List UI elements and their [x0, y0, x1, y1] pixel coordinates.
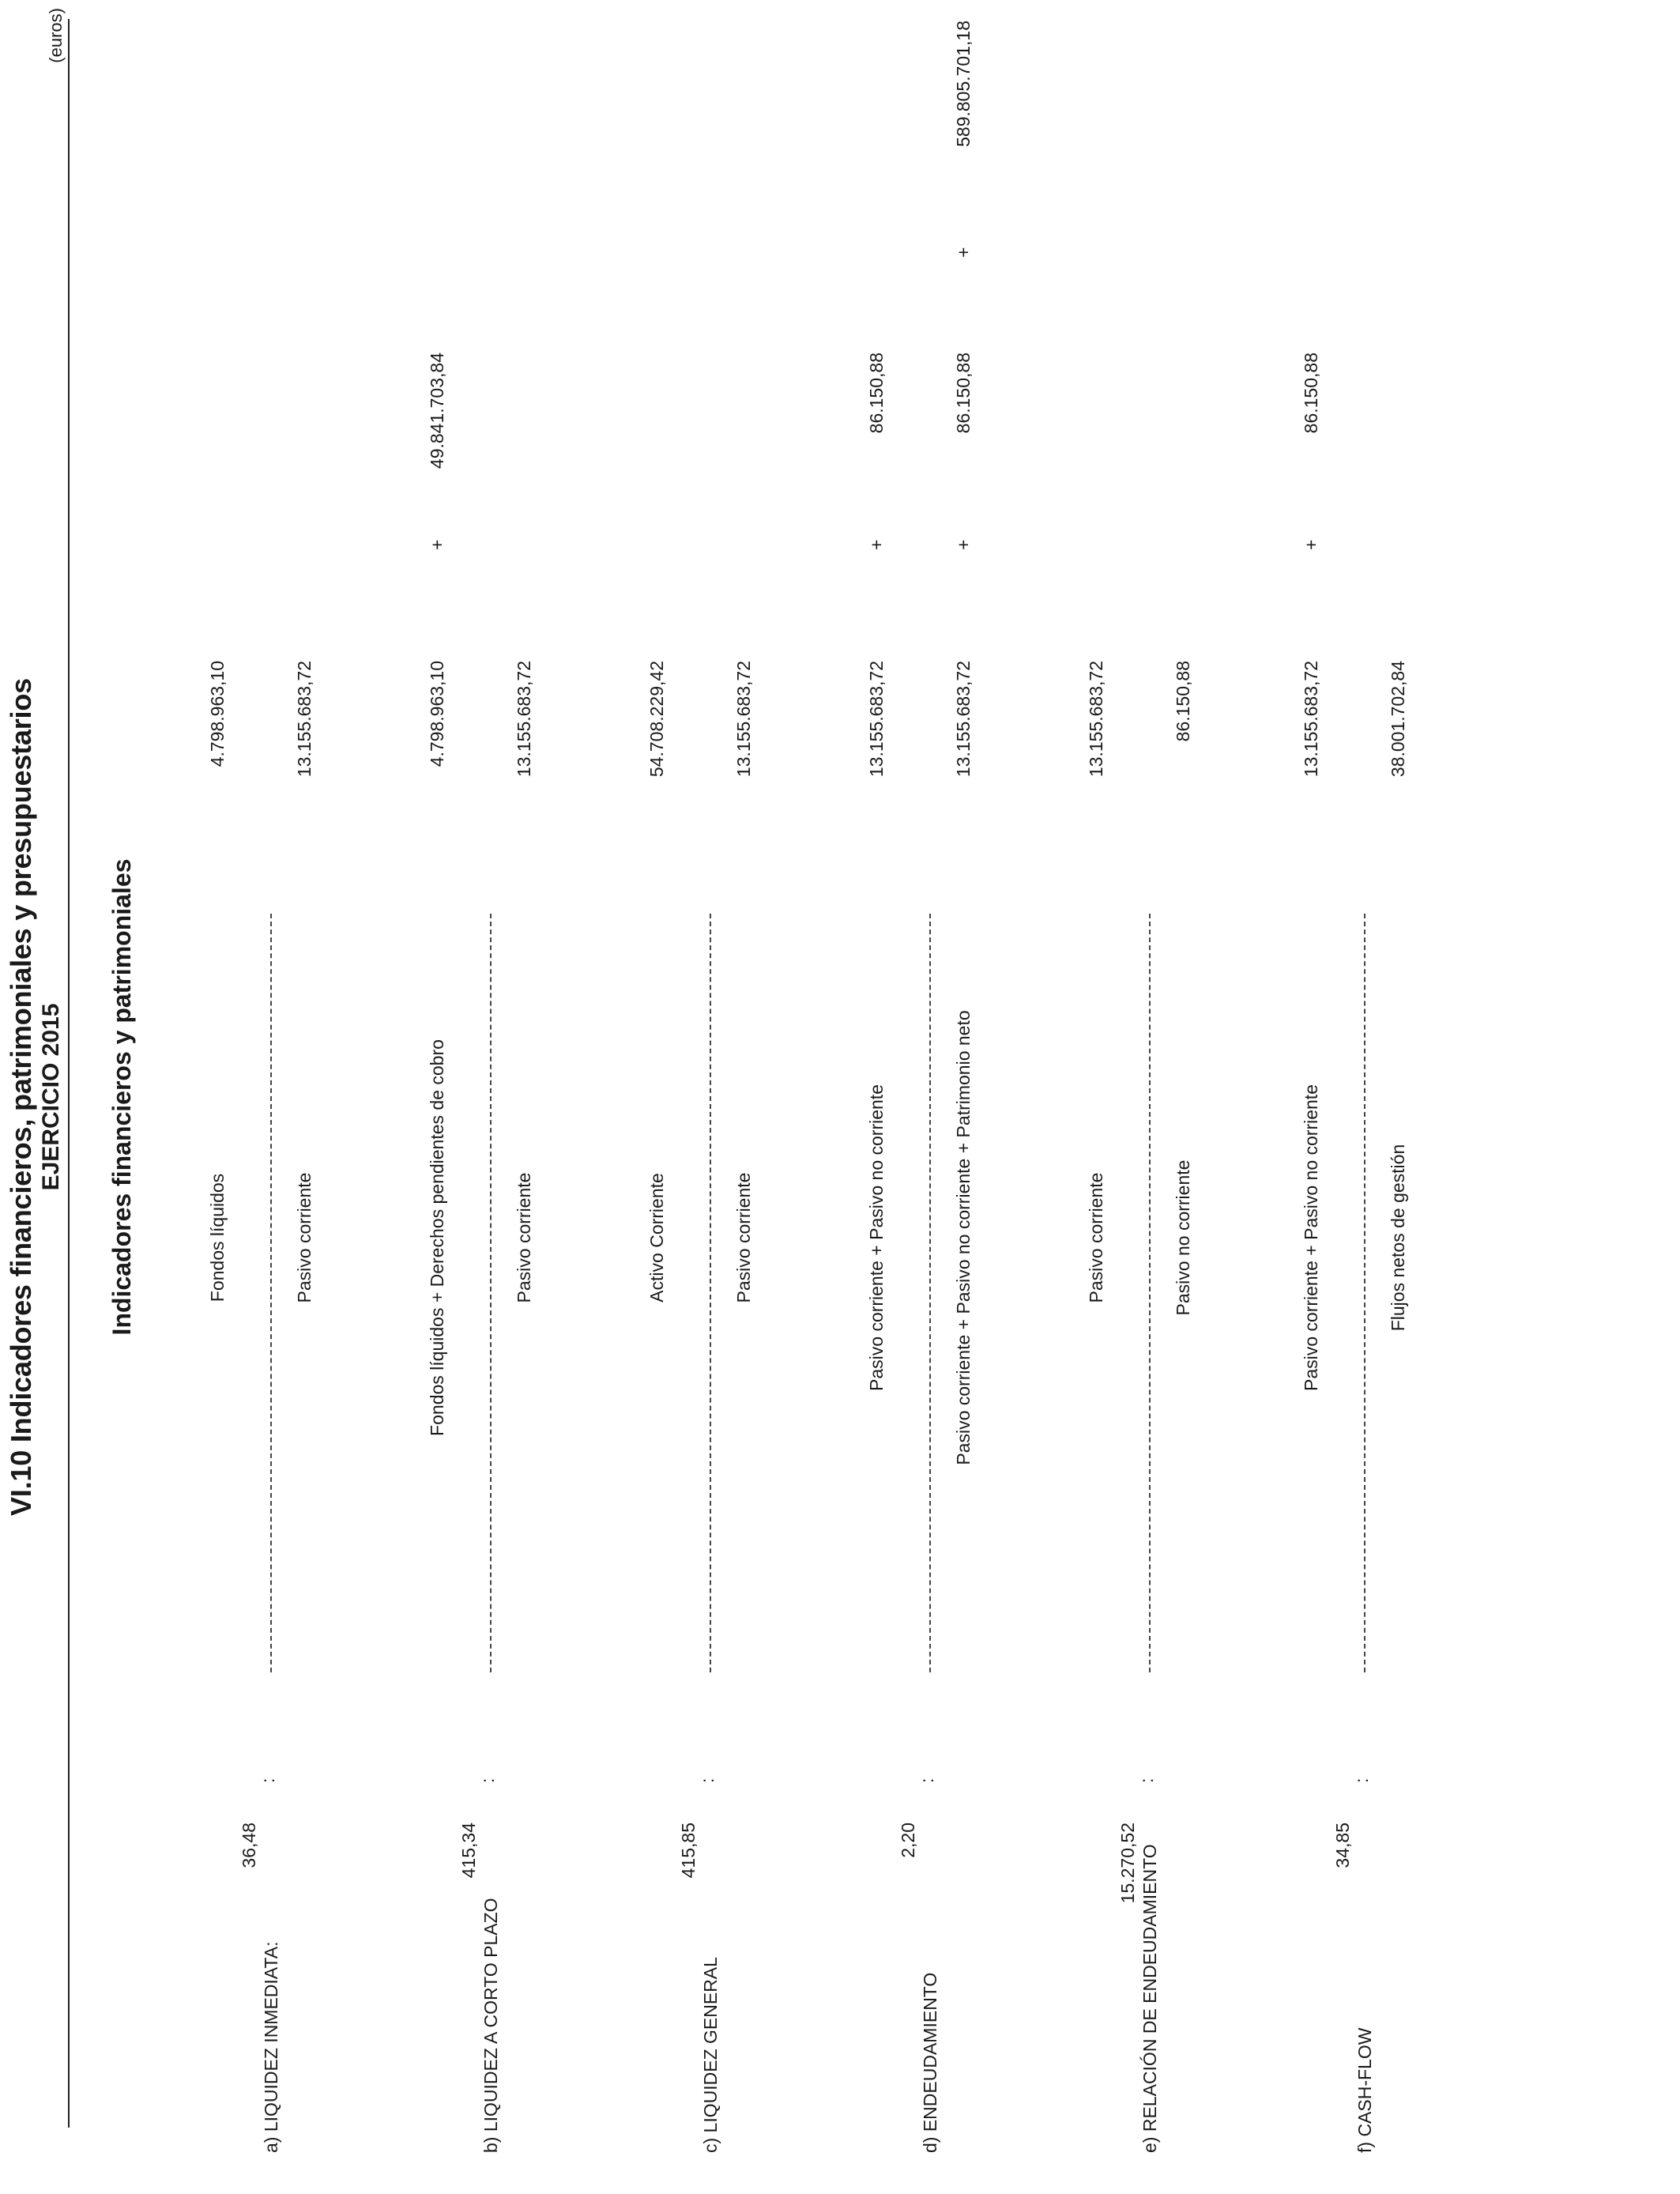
- amount-value: 13.155.683,72: [953, 661, 974, 778]
- numerator-label: Pasivo corriente: [1086, 1172, 1106, 1303]
- indicator-value: 15.270,52: [1117, 1823, 1138, 1904]
- indicator-label: d) ENDEUDAMIENTO: [920, 1972, 940, 2153]
- plus-sign: +: [953, 247, 974, 258]
- indicator-value: 415,85: [678, 1823, 699, 1879]
- amount-value: 13.155.683,72: [294, 661, 315, 778]
- amount-value: 86.150,88: [1301, 352, 1321, 434]
- indicator-value: 415,34: [458, 1823, 479, 1879]
- indicator-label: f) CASH-FLOW: [1354, 2027, 1375, 2153]
- numerator-label: Fondos líquidos: [207, 1173, 228, 1302]
- denominator-label: Pasivo corriente: [294, 1172, 315, 1303]
- indicator-value: 34,85: [1332, 1823, 1353, 1868]
- numerator-label: Pasivo corriente + Pasivo no corriente: [866, 1084, 887, 1392]
- amount-value: 13.155.683,72: [866, 661, 887, 778]
- amount-value: 13.155.683,72: [1301, 661, 1321, 778]
- denominator-label: Pasivo no corriente: [1173, 1159, 1193, 1316]
- plus-sign: +: [427, 539, 447, 550]
- indicator-value: 2,20: [898, 1823, 918, 1858]
- fraction-line: [1149, 914, 1151, 1672]
- indicator-value: 36,48: [239, 1823, 259, 1868]
- header-rule: [68, 19, 70, 2128]
- amount-value: 54.708.229,42: [646, 661, 667, 778]
- unit-label: (euros): [46, 8, 66, 63]
- plus-sign: +: [953, 539, 974, 550]
- indicator-label: a) LIQUIDEZ INMEDIATA:: [261, 1941, 281, 2153]
- amount-value: 13.155.683,72: [733, 661, 754, 778]
- amount-value: 86.150,88: [1173, 661, 1193, 742]
- page-title: VI.10 Indicadores financieros, patrimoniales y presupuestarios: [5, 678, 37, 1516]
- numerator-label: Fondos líquidos + Derechos pendientes de cobro: [427, 1039, 447, 1436]
- section-title: Indicadores financieros y patrimoniales: [107, 858, 136, 1336]
- indicator-colon: :: [477, 1777, 498, 1783]
- amount-value: 4.798.963,10: [207, 661, 228, 767]
- amount-value: 86.150,88: [866, 352, 887, 434]
- indicator-colon: :: [917, 1777, 937, 1783]
- indicator-colon: :: [697, 1777, 718, 1783]
- amount-value: 49.841.703,84: [427, 352, 447, 469]
- fraction-line: [490, 914, 492, 1672]
- denominator-label: Pasivo corriente: [514, 1172, 534, 1303]
- indicator-label: e) RELACIÓN DE ENDEUDAMIENTO: [1139, 1844, 1160, 2153]
- denominator-label: Pasivo corriente: [733, 1172, 754, 1303]
- fraction-line: [1364, 914, 1365, 1672]
- page-subtitle: EJERCICIO 2015: [38, 1003, 64, 1191]
- amount-value: 38.001.702,84: [1388, 661, 1408, 778]
- indicator-colon: :: [1351, 1777, 1372, 1783]
- amount-value: 589.805.701,18: [953, 21, 974, 147]
- amount-value: 86.150,88: [953, 352, 974, 434]
- numerator-label: Activo Corriente: [646, 1173, 667, 1302]
- denominator-label: Flujos netos de gestión: [1388, 1144, 1408, 1332]
- amount-value: 13.155.683,72: [514, 661, 534, 778]
- denominator-label: Pasivo corriente + Pasivo no corriente + Patrimonio neto: [953, 1010, 974, 1465]
- indicator-colon: :: [1136, 1777, 1157, 1783]
- amount-value: 13.155.683,72: [1086, 661, 1106, 778]
- plus-sign: +: [866, 539, 887, 550]
- fraction-line: [929, 914, 931, 1672]
- plus-sign: +: [1301, 539, 1321, 550]
- amount-value: 4.798.963,10: [427, 661, 447, 767]
- indicator-colon: :: [258, 1777, 278, 1783]
- indicator-label: c) LIQUIDEZ GENERAL: [700, 1957, 721, 2153]
- numerator-label: Pasivo corriente + Pasivo no corriente: [1301, 1084, 1321, 1392]
- fraction-line: [710, 914, 711, 1672]
- fraction-line: [270, 914, 272, 1672]
- indicator-label: b) LIQUIDEZ A CORTO PLAZO: [480, 1898, 501, 2153]
